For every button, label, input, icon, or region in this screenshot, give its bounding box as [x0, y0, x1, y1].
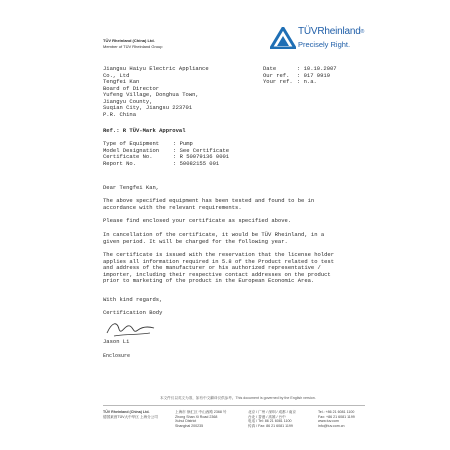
- reference-block: [263, 66, 337, 86]
- enclosure-label: Enclosure: [103, 353, 131, 359]
- footer-text: 北京 / 广州 / 深圳 / 成都 / 南京: [248, 410, 296, 414]
- address-line: Board of Director: [103, 84, 160, 92]
- footer-text: Shanghai 200235: [175, 423, 204, 428]
- footer-text: 德国莱茵TÜV大中华区 上海分公司: [103, 414, 158, 419]
- footer-text: www.tuv.com: [318, 419, 339, 424]
- org-signoff: Certification Body: [103, 309, 163, 316]
- detail-row: [103, 161, 229, 168]
- tuv-logo: [270, 24, 370, 56]
- detail-value: : 50082155 001: [173, 159, 220, 167]
- address-line: Co., Ltd: [103, 71, 130, 79]
- footer-text: 台北 / 香港 / 高雄 / 台中: [248, 414, 286, 419]
- paragraph-line: The certificate is issued with the reservation that the license holder: [103, 251, 335, 258]
- paragraph-line: importer, including their respective contact addresses on the product: [103, 270, 331, 278]
- our-ref-label: Our ref.: [263, 71, 290, 79]
- footer-text: info@tuv.com.cn: [318, 423, 345, 428]
- paragraph: [103, 232, 324, 245]
- footer-divider: [103, 405, 365, 406]
- footer-column-address: [175, 410, 227, 428]
- member-line: Member of TÜV Rheinland Group: [103, 44, 163, 49]
- footer-text: Xuhui District: [175, 419, 197, 424]
- logo-mark: ®: [360, 29, 365, 35]
- paragraph-line: The above specified equipment has been tested and found to be in: [103, 197, 315, 204]
- signer-name: Jason Li: [103, 338, 130, 345]
- your-ref-value: : n.a.: [297, 78, 317, 85]
- address-line: P.R. China: [103, 110, 137, 118]
- paragraph-line: and address of the manufacturer or his authorized representative /: [103, 264, 321, 271]
- detail-label: Model Designation: [103, 146, 160, 154]
- paragraph-line: Please find enclosed your certificate as specified above.: [103, 217, 292, 224]
- paragraph: [103, 218, 291, 225]
- detail-value: : Pump: [173, 140, 193, 147]
- footer-text: 电话 / Tel: 86 21 6081 1100: [248, 419, 292, 424]
- your-ref-label: Your ref.: [263, 78, 293, 85]
- salutation: Dear Tengfei Kan,: [103, 184, 160, 191]
- address-line: Yufeng Village, Donghua Town,: [103, 91, 199, 98]
- footer-column-offices: [248, 410, 296, 428]
- footer-text: 上海市 徐汇区 中山西路 2368 号: [175, 410, 227, 414]
- tagline: Precisely Right.: [298, 40, 351, 49]
- footer-text: TÜV Rheinland (China) Ltd.: [103, 410, 150, 414]
- footer-text: Zhong Shan Xi Road 2368: [175, 414, 218, 419]
- footer-top-line: 本文件仅以英文为准，如有中文翻译仅供参考。This document is governed by the English version.: [160, 396, 316, 400]
- address-line: Tengfei Kan: [103, 78, 140, 85]
- footer-text: Tel.: +86 21 6081 1100: [318, 410, 355, 414]
- paragraph-line: In cancellation of the certificate, it would be TÜV Rheinland, in a: [103, 231, 325, 238]
- paragraph-line: prior to marketing of the product in the European Economic Area.: [103, 277, 315, 284]
- detail-label: Type of Equipment: [103, 140, 160, 147]
- recipient-address: [103, 66, 209, 118]
- closing: With kind regards,: [103, 296, 163, 303]
- subject-line: Ref.: R TÜV-Mark Approval: [103, 127, 186, 134]
- company-line: TÜV Rheinland (China) Ltd.: [103, 38, 155, 43]
- address-line: Jiangsu Haiyu Electric Appliance: [103, 65, 209, 72]
- detail-label: Report No.: [103, 159, 137, 167]
- tuv-triangle-icon: [270, 27, 296, 49]
- detail-label: Certificate No.: [103, 153, 153, 160]
- footer-text: Fax: +86 21 6081 1199: [318, 414, 355, 419]
- logo-text: TÜVRheinland: [298, 26, 361, 37]
- detail-value: : See Certificate: [173, 146, 230, 154]
- footer-text: 传真 / Fax: 86 21 6081 1199: [248, 423, 293, 428]
- date-label: Date: [263, 65, 277, 72]
- paragraph-line: applies all information required in 5.8 of the Product related to test: [103, 257, 335, 265]
- date-value: : 10.10.2007: [297, 65, 337, 72]
- paragraph-line: given period. It will be charged for the following year.: [103, 237, 288, 245]
- footer-column-company: [103, 410, 158, 419]
- our-ref-value: : 017 9919: [297, 71, 331, 79]
- footer-column-contact: [318, 410, 355, 428]
- address-line: Jiangyu County,: [103, 97, 153, 105]
- signature-icon: [104, 318, 158, 340]
- detail-value: : R 50079136 0001: [173, 153, 230, 160]
- paragraph: [103, 198, 314, 211]
- details-table: [103, 141, 229, 167]
- paragraph: [103, 252, 334, 285]
- paragraph-line: accordance with the relevant requirements.: [103, 203, 242, 211]
- address-line: Suqian City, Jiangsu 223701: [103, 104, 193, 111]
